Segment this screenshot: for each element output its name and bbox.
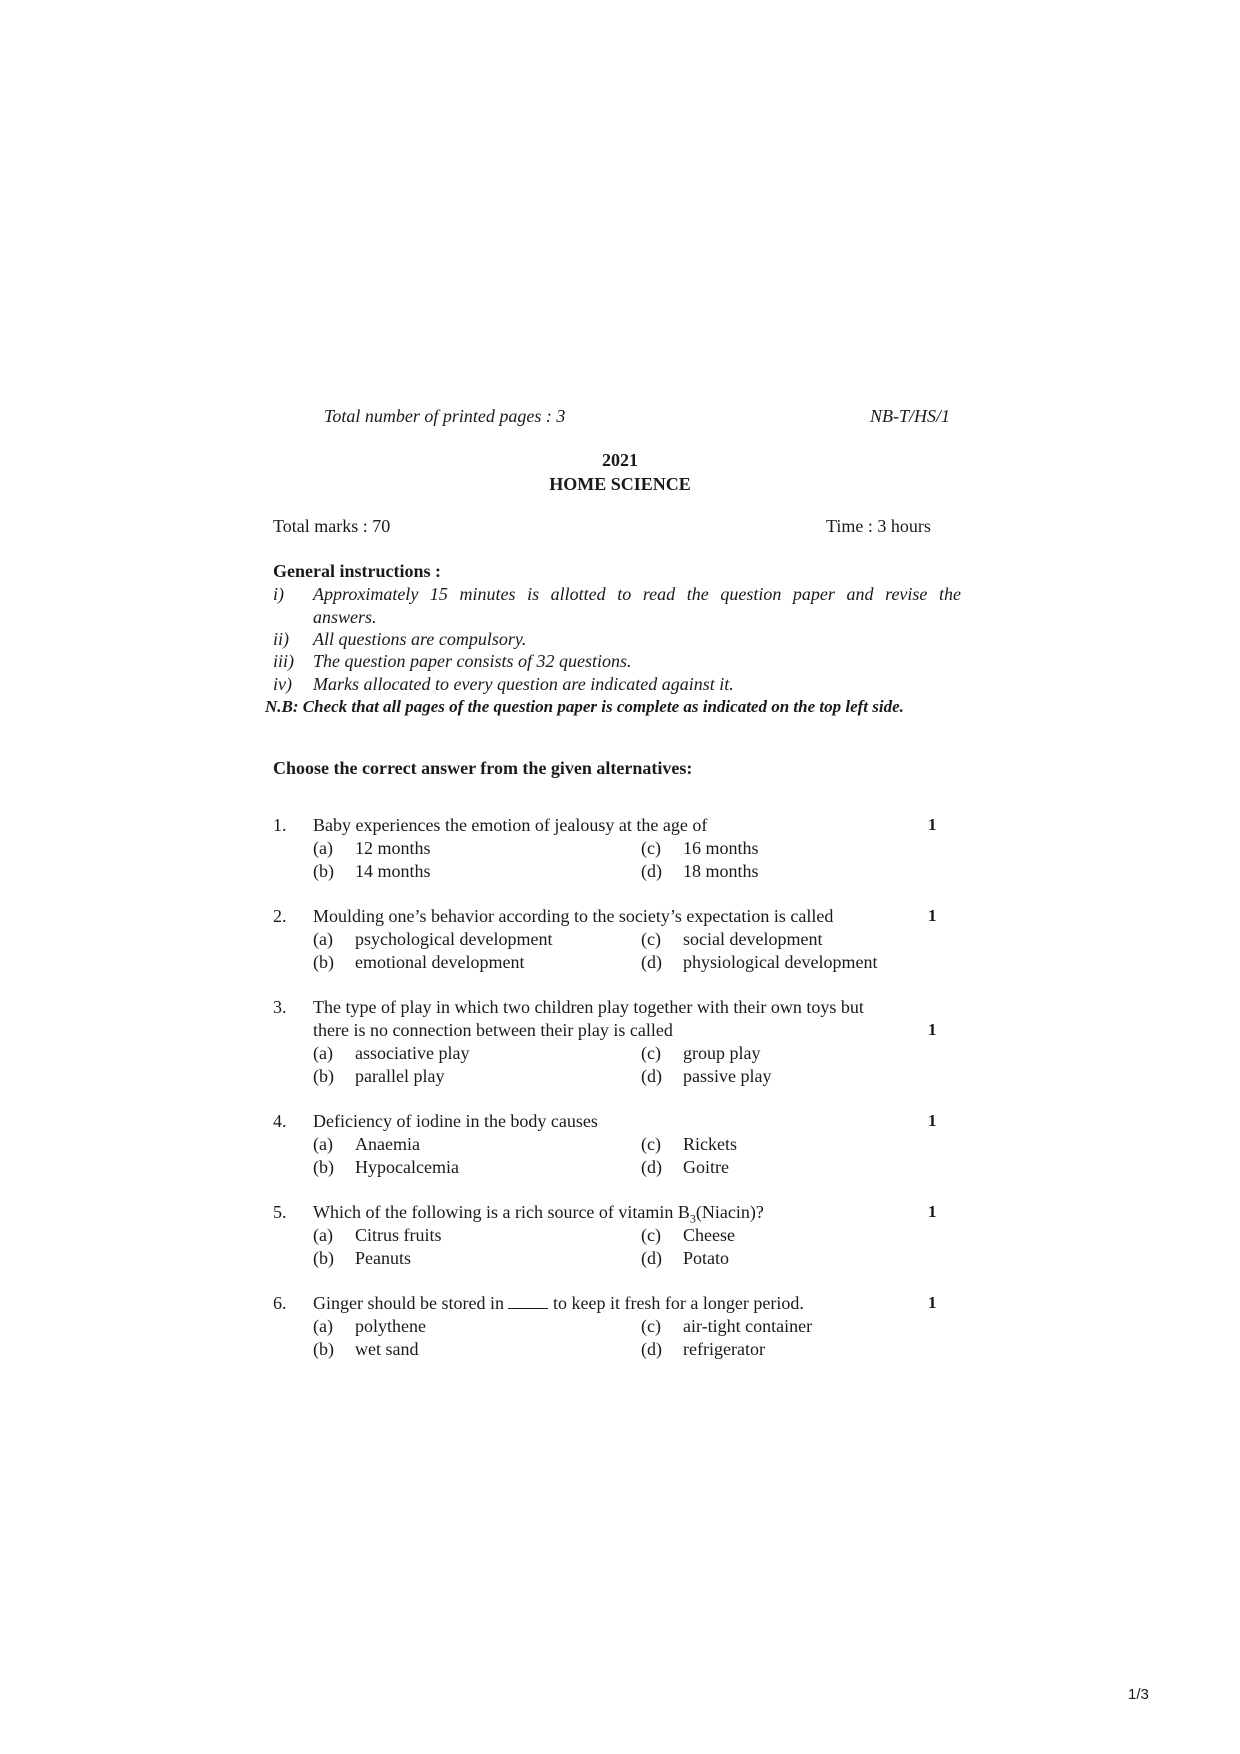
instruction-text: The question paper consists of 32 questions. bbox=[313, 651, 632, 671]
option-a: polythene bbox=[355, 1316, 426, 1336]
option-b: 14 months bbox=[355, 861, 431, 881]
option-d: Potato bbox=[683, 1248, 730, 1268]
option-a: associative play bbox=[355, 1043, 470, 1063]
option-d: 18 months bbox=[683, 861, 759, 881]
option-label: (c) bbox=[641, 929, 661, 949]
option-label: (b) bbox=[313, 1248, 334, 1268]
option-label: (c) bbox=[641, 1225, 661, 1245]
answer-blank bbox=[508, 1307, 548, 1309]
option-c: Cheese bbox=[683, 1225, 735, 1245]
question-marks: 1 bbox=[928, 1111, 937, 1130]
question-text-tail: to keep it fresh for a longer period. bbox=[552, 1293, 804, 1313]
section-heading: Choose the correct answer from the given alternatives: bbox=[273, 758, 693, 778]
option-c: Rickets bbox=[683, 1134, 737, 1154]
option-c: air-tight container bbox=[683, 1316, 813, 1336]
question-marks: 1 bbox=[928, 1293, 937, 1312]
paper-code: NB-T/HS/1 bbox=[870, 406, 951, 426]
option-label: (d) bbox=[641, 1248, 662, 1268]
option-label: (a) bbox=[313, 929, 333, 949]
option-c: 16 months bbox=[683, 838, 759, 858]
question-text bbox=[313, 1293, 804, 1314]
option-label: (c) bbox=[641, 838, 661, 858]
option-label: (a) bbox=[313, 1225, 333, 1245]
question-number: 1. bbox=[273, 815, 287, 835]
instructions-heading: General instructions : bbox=[273, 561, 441, 581]
option-label: (d) bbox=[641, 1066, 662, 1086]
option-c: social development bbox=[683, 929, 823, 949]
option-label: (d) bbox=[641, 952, 662, 972]
instruction-number: i) bbox=[273, 584, 284, 604]
nb-note: N.B: Check that all pages of the question paper is complete as indicated on the top left side. bbox=[265, 697, 904, 716]
question-marks: 1 bbox=[928, 815, 937, 834]
exam-year: 2021 bbox=[602, 450, 638, 470]
question-number: 3. bbox=[273, 997, 287, 1017]
option-b: Hypocalcemia bbox=[355, 1157, 459, 1177]
option-a: psychological development bbox=[355, 929, 553, 949]
question-text bbox=[313, 1202, 764, 1227]
option-d: refrigerator bbox=[683, 1339, 765, 1359]
option-label: (b) bbox=[313, 952, 334, 972]
option-b: emotional development bbox=[355, 952, 525, 972]
option-d: passive play bbox=[683, 1066, 772, 1086]
option-label: (a) bbox=[313, 1134, 333, 1154]
option-label: (c) bbox=[641, 1316, 661, 1336]
option-a: Citrus fruits bbox=[355, 1225, 442, 1245]
question-number: 6. bbox=[273, 1293, 287, 1313]
instruction-text: Marks allocated to every question are indicated against it. bbox=[313, 674, 734, 694]
instruction-number: iii) bbox=[273, 651, 294, 671]
instruction-number: ii) bbox=[273, 629, 289, 649]
printed-pages-note: Total number of printed pages : 3 bbox=[324, 406, 566, 426]
instruction-number: iv) bbox=[273, 674, 292, 694]
question-number: 4. bbox=[273, 1111, 287, 1131]
question-text-tail: (Niacin)? bbox=[695, 1202, 764, 1222]
question-marks: 1 bbox=[928, 906, 937, 925]
option-label: (d) bbox=[641, 861, 662, 881]
option-label: (a) bbox=[313, 1043, 333, 1063]
subject-title: HOME SCIENCE bbox=[549, 474, 691, 494]
question-number: 2. bbox=[273, 906, 287, 926]
option-d: Goitre bbox=[683, 1157, 729, 1177]
option-a: Anaemia bbox=[355, 1134, 420, 1154]
option-label: (b) bbox=[313, 861, 334, 881]
question-text-main: Ginger should be stored in bbox=[313, 1293, 504, 1313]
instruction-text: All questions are compulsory. bbox=[313, 629, 527, 649]
option-label: (b) bbox=[313, 1339, 334, 1359]
question-text: The type of play in which two children play together with their own toys but bbox=[313, 997, 864, 1017]
option-b: wet sand bbox=[355, 1339, 419, 1359]
option-label: (c) bbox=[641, 1134, 661, 1154]
page-number: 1/3 bbox=[1128, 1686, 1149, 1703]
option-a: 12 months bbox=[355, 838, 431, 858]
question-marks: 1 bbox=[928, 1020, 937, 1039]
subscript: 3 bbox=[689, 1211, 696, 1226]
option-b: Peanuts bbox=[355, 1248, 411, 1268]
question-text: Baby experiences the emotion of jealousy at the age of bbox=[313, 815, 708, 835]
instruction-text: Approximately 15 minutes is allotted to read the question paper and revise the bbox=[313, 584, 961, 604]
option-label: (a) bbox=[313, 1316, 333, 1336]
question-text: Moulding one’s behavior according to the society’s expectation is called bbox=[313, 906, 834, 926]
question-text-main: Which of the following is a rich source of vitamin B bbox=[313, 1202, 690, 1222]
question-marks: 1 bbox=[928, 1202, 937, 1221]
question-text: Deficiency of iodine in the body causes bbox=[313, 1111, 598, 1131]
option-b: parallel play bbox=[355, 1066, 445, 1086]
option-label: (d) bbox=[641, 1157, 662, 1177]
question-text-continued: there is no connection between their play is called bbox=[313, 1020, 673, 1040]
option-label: (c) bbox=[641, 1043, 661, 1063]
option-label: (a) bbox=[313, 838, 333, 858]
instruction-text-continued: answers. bbox=[313, 607, 377, 627]
total-marks: Total marks : 70 bbox=[273, 516, 391, 536]
question-number: 5. bbox=[273, 1202, 287, 1222]
exam-time: Time : 3 hours bbox=[826, 516, 931, 536]
option-d: physiological development bbox=[683, 952, 878, 972]
option-label: (b) bbox=[313, 1157, 334, 1177]
option-c: group play bbox=[683, 1043, 761, 1063]
option-label: (b) bbox=[313, 1066, 334, 1086]
option-label: (d) bbox=[641, 1339, 662, 1359]
